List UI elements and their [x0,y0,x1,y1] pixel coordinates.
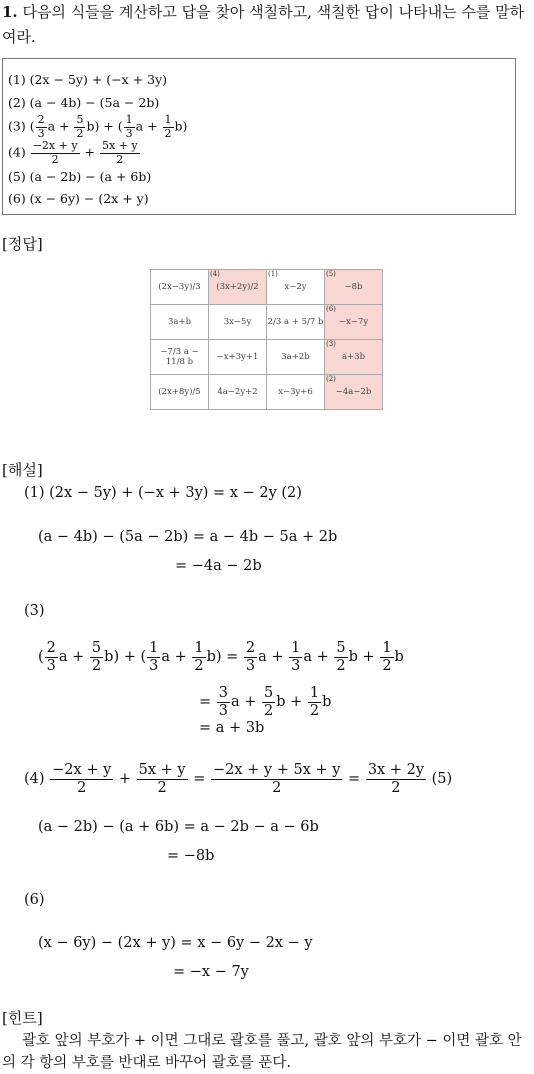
answer-cell [325,340,383,375]
question-body: 다음의 식들을 계산하고 답을 찾아 색칠하고, 색칠한 답이 나타내는 수를 말하여라. [2,3,525,46]
answer-cell-text: −4a−2b [335,387,372,397]
answer-cell [151,305,209,340]
hint-label: [힌트] [2,1009,43,1027]
answer-cell-text: (3x+2y)/2 [216,282,259,292]
answer-cell [267,270,325,305]
answer-cell-text: 3a+b [167,317,192,327]
answer-cell-text: −x+3y+1 [216,352,259,362]
answer-cell-text: (2x−3y)/3 [158,282,201,292]
solution-1: (1) (2x − 5y) + (−x + 3y) = x − 2y (2) [24,485,302,501]
answer-cell-tag: (2) [326,375,336,383]
answer-cell-text: 3x−5y [223,317,252,327]
solution-3-line2: = $\frac{3}{3}$ a + $\frac{5}{2}$ b + $\frac{1}{2}$ b [199,685,332,719]
answer-cell [209,340,267,375]
answer-cell [209,270,267,305]
answer-cell-tag: (3) [326,340,336,348]
answer-table-row [151,270,383,305]
answer-cell [209,305,267,340]
explanation-label: [해설] [2,461,43,479]
answer-cell-text: −x−7y [338,317,369,327]
problem-box [2,58,516,215]
answer-cell [151,270,209,305]
solution-6-label: (6) [24,892,45,908]
answer-cell [325,305,383,340]
answer-cell [325,375,383,410]
answer-cell-text: x−2y [284,282,307,292]
answer-cell-text: x−3y+6 [278,387,313,397]
answer-label: [정답] [2,235,43,253]
answer-cell-text: (2x+8y)/5 [158,387,201,397]
answer-cell-tag: (6) [326,305,336,313]
question-text [2,0,532,50]
answer-cell [267,305,325,340]
answer-cell [151,375,209,410]
answer-cell-text: −8b [344,282,363,292]
answer-cell-text: 2/3 a + 5/7 b [267,317,324,327]
answer-table [150,269,383,410]
solution-2-line2: = −4a − 2b [175,558,262,574]
answer-table-row [151,305,383,340]
problem-3: (3) ( $\frac{2}{3}$ a + $\frac{5}{2}$ b) + ( $\frac{1}{3}$ a + $\frac{1}{2}$ b) [8,113,188,140]
answer-cell-text: −7/3 a − 11/8 b [160,347,199,367]
problem-2: (2) (a − 4b) − (5a − 2b) [8,95,160,110]
hint-text: 괄호 앞의 부호가 + 이면 그대로 괄호를 풀고, 괄호 앞의 부호가 − 이면 괄호 안의 각 항의 부호를 반대로 바꾸어 괄호를 푼다. [2,1033,522,1071]
solution-6-line2: = −x − 7y [173,964,249,980]
answer-table-row [151,375,383,410]
solution-3-line3: = a + 3b [199,720,265,736]
problem-1: (1) (2x − 5y) + (−x + 3y) [8,72,168,87]
answer-table-row [151,340,383,375]
solution-5-line1: (a − 2b) − (a + 6b) = a − 2b − a − 6b [38,819,319,835]
answer-cell-text: 3a+2b [281,352,310,362]
answer-cell-text: 4a−2y+2 [217,387,258,397]
solution-3-label: (3) [24,603,45,619]
answer-cell-tag: (5) [326,270,336,278]
problem-6: (6) (x − 6y) − (2x + y) [8,191,149,206]
solution-4: (4) $\frac{-2x + y}{2}$ + $\frac{5x + y}{2}$ = $\frac{-2x + y + 5x + y}{2}$ = $\frac{3x + 2y}{2}$ (5) [24,762,453,796]
solution-5-line2: = −8b [167,848,215,864]
problem-5: (5) (a − 2b) − (a + 6b) [8,169,152,184]
question-number: 1. [2,3,18,21]
answer-cell [209,375,267,410]
answer-cell [325,270,383,305]
answer-cell [267,375,325,410]
answer-cell [267,340,325,375]
solution-3-line1: ( $\frac{2}{3}$ a + $\frac{5}{2}$ b) + ( $\frac{1}{3}$ a + $\frac{1}{2}$ b) = $\frac{2}{3}$ a + $\frac{1}{3}$ a + $\frac{5}{2}$ b + $\frac{1}{2}$ b [38,640,404,674]
answer-cell-tag: (4) [210,270,220,278]
answer-cell [151,340,209,375]
solution-6-line1: (x − 6y) − (2x + y) = x − 6y − 2x − y [38,935,313,951]
answer-cell-tag: (1) [268,270,278,278]
solution-2-line1: (a − 4b) − (5a − 2b) = a − 4b − 5a + 2b [38,529,338,545]
problem-4: (4) $\frac{-2x + y}{2}$ + $\frac{5x + y}{2}$ [8,139,138,166]
answer-cell-text: a+3b [341,352,366,362]
